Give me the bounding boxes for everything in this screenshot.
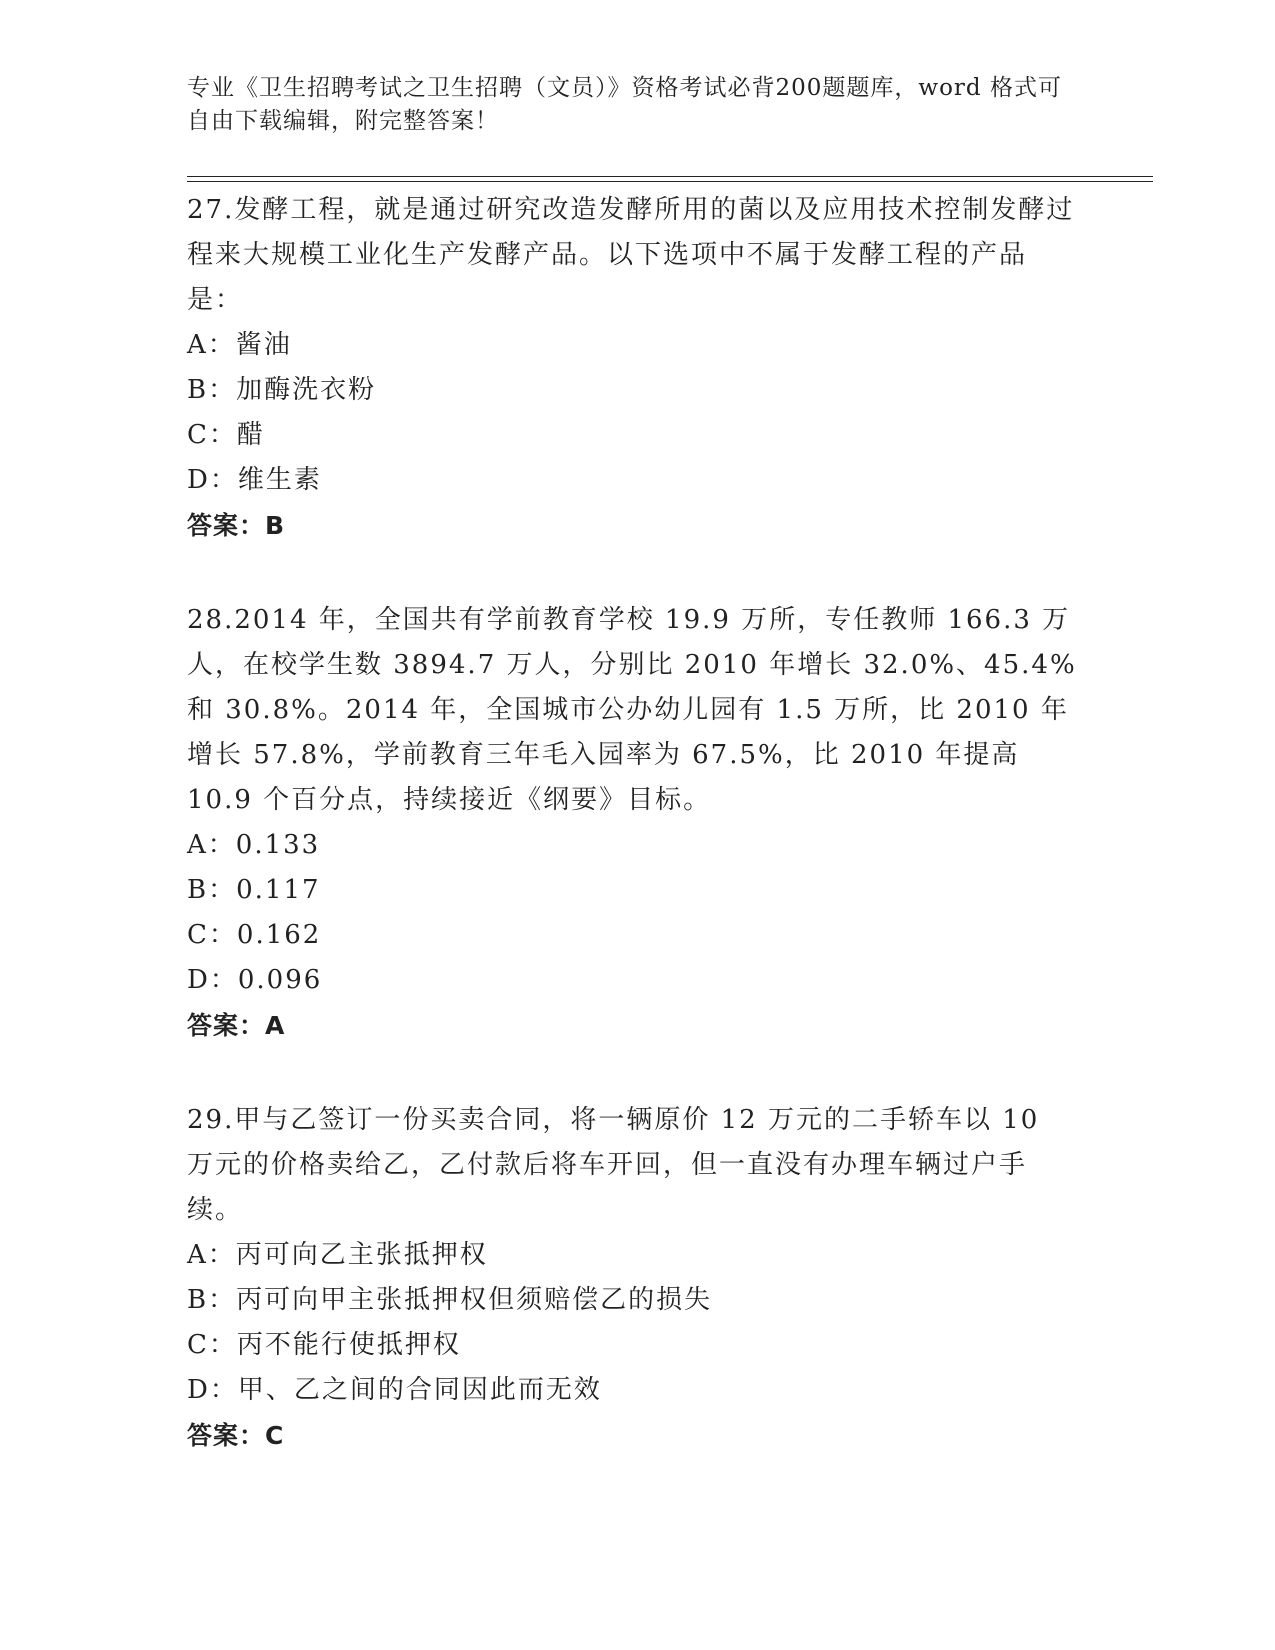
- option-a: [187, 823, 1077, 868]
- answer-line: 答案：B: [187, 511, 286, 540]
- option-letter: B：: [187, 1285, 237, 1315]
- option-letter: D：: [187, 965, 238, 995]
- option-text: 0.117: [236, 875, 321, 905]
- question-28: [187, 598, 1077, 1048]
- option-d: [187, 458, 1077, 503]
- option-letter: D：: [187, 1375, 238, 1405]
- option-b: [187, 368, 1077, 413]
- option-letter: C：: [187, 420, 237, 450]
- option-text: 加酶洗衣粉: [236, 375, 377, 405]
- option-b: [187, 1278, 1077, 1323]
- option-text: 维生素: [237, 465, 322, 495]
- option-text: 醋: [236, 420, 265, 450]
- question-29: [187, 1098, 1077, 1458]
- header-divider-line-secondary: [187, 181, 1153, 182]
- question-stem: 27.发酵工程，就是通过研究改造发酵所用的菌以及应用技术控制发酵过程来大规模工业化生产发酵产品。以下选项中不属于发酵工程的产品是：: [187, 195, 1075, 315]
- option-text: 甲、乙之间的合同因此而无效: [237, 1375, 602, 1405]
- question-stem: 29.甲与乙签订一份买卖合同，将一辆原价 12 万元的二手轿车以 10 万元的价格卖给乙，乙付款后将车开回，但一直没有办理车辆过户手续。: [187, 1105, 1040, 1225]
- option-c: [187, 913, 1077, 958]
- option-c: [187, 1323, 1077, 1368]
- option-letter: C：: [187, 920, 237, 950]
- document-intro: 专业《卫生招聘考试之卫生招聘（文员）》资格考试必背200题题库，word 格式可自由下载编辑，附完整答案！: [187, 75, 1062, 134]
- option-letter: D：: [187, 465, 238, 495]
- option-a: [187, 323, 1077, 368]
- option-c: [187, 413, 1077, 458]
- option-a: [187, 1233, 1077, 1278]
- option-text: 0.096: [237, 965, 323, 995]
- question-stem: 28.2014 年，全国共有学前教育学校 19.9 万所，专任教师 166.3 万人，在校学生数 3894.7 万人，分别比 2010 年增长 32.0%、45.4%和 30.8%。2014 年，全国城市公办幼儿园有 1.5 万所，比 2010 年增长 57.8%，学前教育三年毛入园率为 67.5%，比 2010 年提高 10.9 个百分点，持续接近《纲要》目标。: [187, 605, 1077, 815]
- option-b: [187, 868, 1077, 913]
- option-text: 丙可向乙主张抵押权: [235, 1240, 488, 1270]
- answer-line: 答案：A: [187, 1011, 286, 1040]
- option-text: 酱油: [235, 330, 292, 360]
- option-letter: A：: [187, 330, 236, 360]
- option-d: [187, 958, 1077, 1003]
- answer-line: 答案：C: [187, 1421, 285, 1450]
- option-letter: B：: [187, 375, 237, 405]
- option-letter: A：: [187, 1240, 236, 1270]
- question-27: [187, 188, 1077, 548]
- option-text: 丙可向甲主张抵押权但须赔偿乙的损失: [236, 1285, 713, 1315]
- option-letter: B：: [187, 875, 237, 905]
- header-divider-line: [187, 176, 1153, 177]
- option-text: 0.162: [236, 920, 322, 950]
- option-text: 0.133: [235, 830, 321, 860]
- option-letter: A：: [187, 830, 236, 860]
- option-d: [187, 1368, 1077, 1413]
- option-letter: C：: [187, 1330, 237, 1360]
- option-text: 丙不能行使抵押权: [236, 1330, 461, 1360]
